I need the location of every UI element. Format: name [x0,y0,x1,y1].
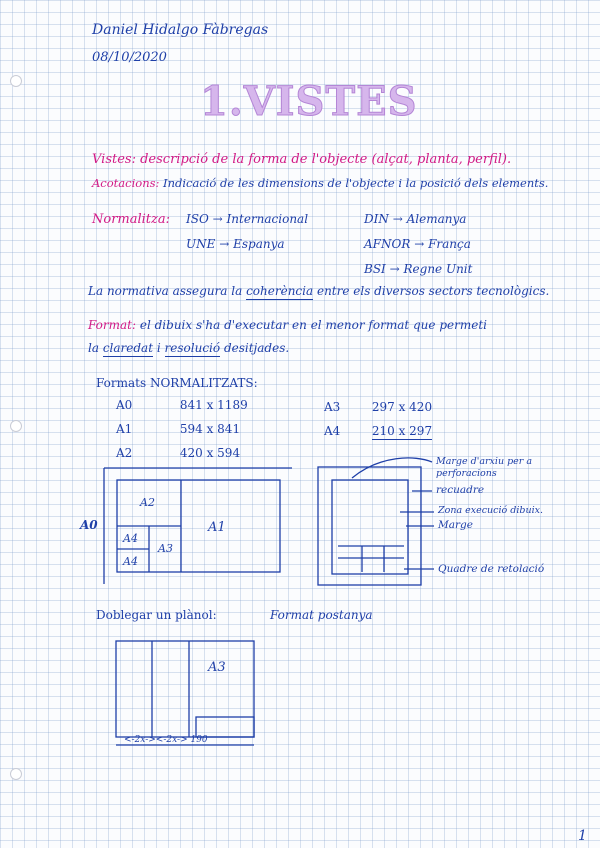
format-term: Format: [88,318,137,332]
times-icon: x [206,398,214,412]
arrow-icon: → [414,237,425,251]
a2-label: A2 [140,496,155,509]
format-width: 594 [179,422,203,436]
org-code: BSI [364,262,386,276]
recuadre-label: recuadre [436,484,485,496]
doblegar-label: Doblegar un plànol: [96,608,217,622]
page-title: 1.VISTES [200,78,418,125]
format-name: A2 [116,446,133,460]
org-code: DIN [364,212,389,226]
claredat-word: claredat [102,341,154,355]
page-number: 1 [578,828,587,844]
a1-label: A1 [208,520,226,535]
marge-arxiu-label: Marge d'arxiu per a perforacions [436,456,533,479]
fold-dimensions: <-2x-><-2x-> 190 [124,735,208,745]
org-country: Espanya [233,237,285,251]
org-code: AFNOR [364,237,411,251]
format-height: 1189 [217,398,248,412]
format-text-b: i [156,341,161,355]
format-postanya-label: Format postanya [270,608,373,622]
format-text-a: la [88,341,99,355]
marge-label: Marge [438,519,473,531]
format-name: A1 [116,422,133,436]
normalitza-label: Normalitza: [92,212,171,227]
times-icon: x [206,446,214,460]
org-code: UNE [186,237,216,251]
date: 08/10/2020 [92,50,167,65]
format-width: 841 [179,398,203,412]
format-name: A0 [116,398,133,412]
format-width: 210 [371,424,395,438]
folding-diagram [116,641,254,745]
format-text: el dibuix s'ha d'executar en el menor format que permeti [139,318,487,332]
normativa-part2: entre els diversos sectors tecnològics. [316,284,550,298]
vistes-text: descripció de la forma de l'objecte (alçat, planta, perfil). [140,152,512,167]
vistes-term: Vistes: [92,152,136,167]
arrow-icon: → [389,262,400,276]
normativa-keyword: coherència [246,284,314,298]
times-icon: x [206,422,214,436]
org-country: Alemanya [406,212,467,226]
zona-label: Zona execució dibuix. [438,505,543,516]
format-name: A4 [324,424,341,438]
arrow-icon: → [212,212,223,226]
a0-label: A0 [80,518,98,532]
org-code: ISO [186,212,209,226]
author-name: Daniel Hidalgo Fàbregas [92,22,269,38]
org-country: Regne Unit [403,262,473,276]
normativa-part1: La normativa assegura la [88,284,243,298]
format-height: 297 [409,424,433,438]
formats-heading: Formats NORMALITZATS: [96,376,258,390]
a3-label: A3 [158,542,173,555]
a4-label: A4 [123,532,138,545]
acotacions-term: Acotacions: [92,176,160,190]
acotacions-text: Indicació de les dimensions de l'objecte i la posició dels elements. [163,176,549,190]
fold-a3-label: A3 [208,660,226,675]
format-name: A3 [324,400,341,414]
format-height: 841 [217,422,241,436]
times-icon: x [398,424,406,438]
sheet-layout-diagram [318,458,434,585]
org-country: França [428,237,471,251]
times-icon: x [398,400,406,414]
format-height: 594 [217,446,241,460]
format-width: 420 [179,446,203,460]
arrow-icon: → [392,212,403,226]
format-width: 297 [371,400,395,414]
arrow-icon: → [219,237,230,251]
format-text-c: desitjades. [223,341,290,355]
org-country: Internacional [226,212,309,226]
format-height: 420 [409,400,433,414]
a4-label: A4 [123,555,138,568]
resolucio-word: resolució [164,341,221,355]
quadre-label: Quadre de retolació [438,563,545,575]
